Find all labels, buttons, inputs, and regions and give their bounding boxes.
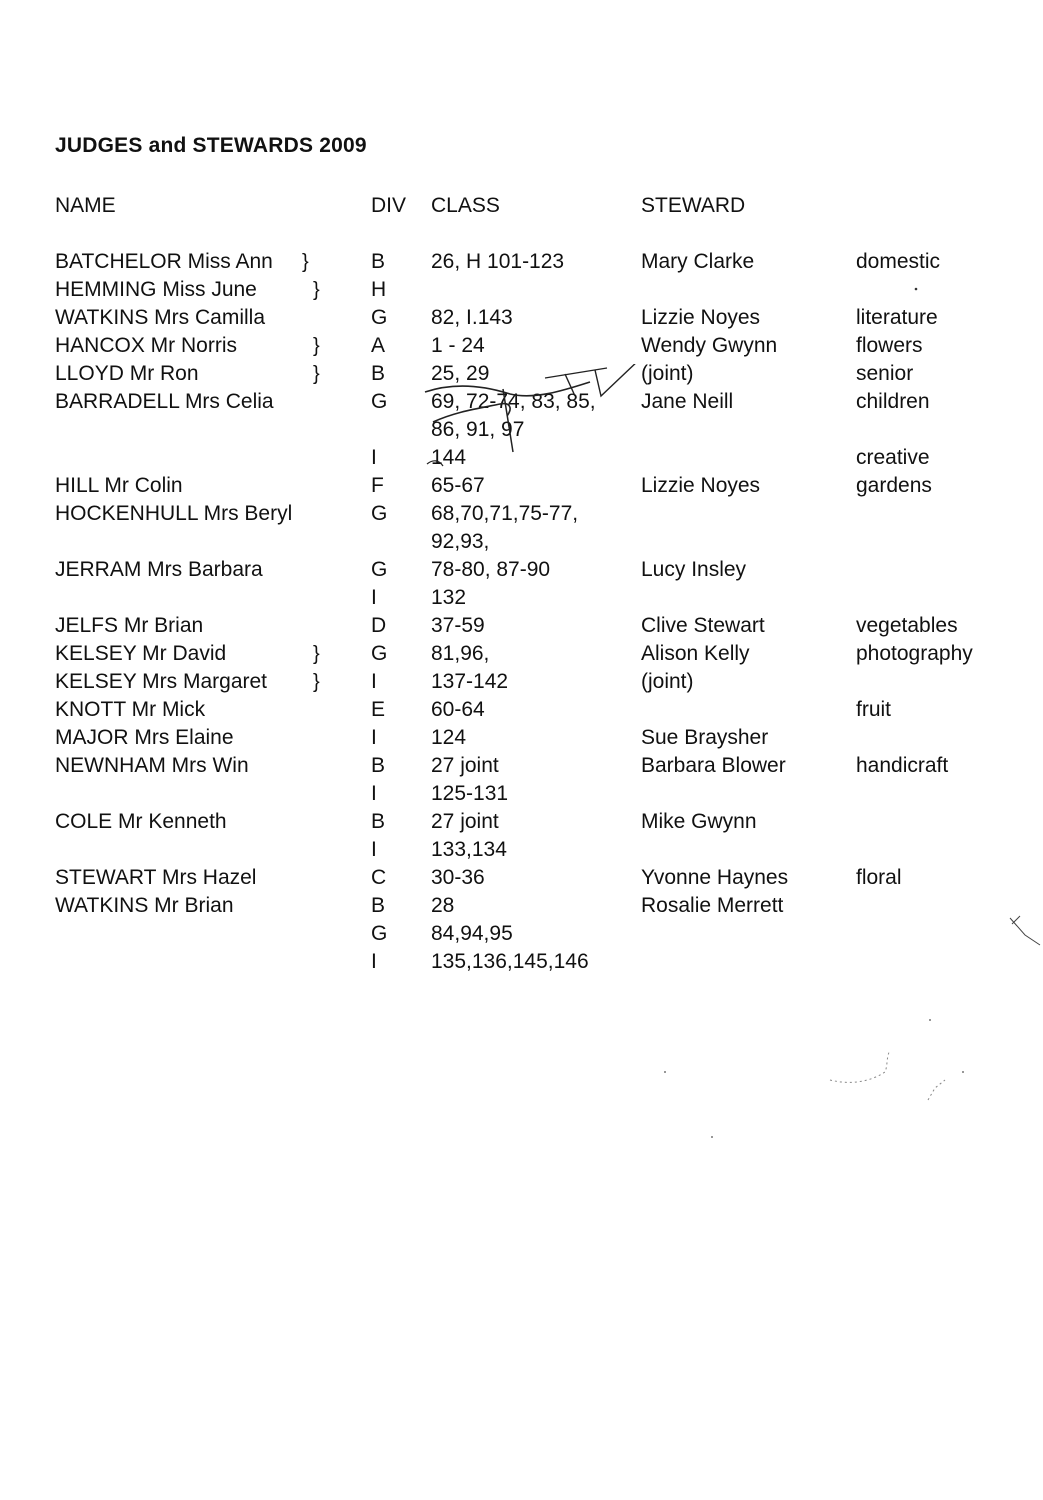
class-numbers: 37-59: [431, 614, 485, 637]
division: D: [371, 614, 387, 637]
table-row: [0, 808, 1043, 836]
judge-name: HANCOX Mr Norris: [55, 334, 237, 357]
header-steward: STEWARD: [641, 194, 746, 217]
division: C: [371, 866, 387, 889]
class-numbers: 133,134: [431, 838, 507, 861]
steward-name: (joint): [641, 362, 694, 385]
header-name: NAME: [55, 194, 116, 217]
header-div: DIV: [371, 194, 407, 217]
judge-name: STEWART Mrs Hazel: [55, 866, 257, 889]
table-row: [0, 528, 1043, 556]
division: E: [371, 698, 386, 721]
class-numbers: 132: [431, 586, 467, 609]
division: B: [371, 754, 386, 777]
division: G: [371, 306, 388, 329]
class-numbers: 26, H 101-123: [431, 250, 565, 273]
steward-name: Wendy Gwynn: [641, 334, 778, 357]
page-title: JUDGES and STEWARDS 2009: [55, 134, 367, 157]
class-numbers: 137-142: [431, 670, 509, 693]
table-row: [0, 500, 1043, 528]
table-row: [0, 444, 1043, 472]
steward-name: Barbara Blower: [641, 754, 786, 777]
class-numbers: 82, I.143: [431, 306, 513, 329]
division: I: [371, 586, 377, 609]
judge-name: HILL Mr Colin: [55, 474, 183, 497]
judge-name: WATKINS Mr Brian: [55, 894, 234, 917]
category: handicraft: [856, 754, 949, 777]
class-numbers: 124: [431, 726, 467, 749]
division: G: [371, 390, 388, 413]
steward-name: Clive Stewart: [641, 614, 765, 637]
class-numbers: 69, 72-74, 83, 85,: [431, 390, 596, 413]
division: G: [371, 502, 388, 525]
steward-name: Mary Clarke: [641, 250, 755, 273]
class-numbers: 27 joint: [431, 754, 499, 777]
judge-name: MAJOR Mrs Elaine: [55, 726, 234, 749]
category: floral: [856, 866, 902, 889]
table-row: [0, 640, 1043, 668]
class-numbers: 81,96,: [431, 642, 490, 665]
class-numbers: 86, 91, 97: [431, 418, 525, 441]
judge-name: JERRAM Mrs Barbara: [55, 558, 263, 581]
division: I: [371, 670, 377, 693]
category: senior: [856, 362, 914, 385]
category: vegetables: [856, 614, 958, 637]
brace-mark: }: [313, 643, 320, 665]
division: B: [371, 894, 386, 917]
table-row: [0, 416, 1043, 444]
judge-name: HOCKENHULL Mrs Beryl: [55, 502, 293, 525]
steward-name: (joint): [641, 670, 694, 693]
division: A: [371, 334, 386, 357]
table-row: [0, 752, 1043, 780]
brace-mark: }: [313, 335, 320, 357]
table-row: [0, 864, 1043, 892]
steward-name: Rosalie Merrett: [641, 894, 784, 917]
header-class: CLASS: [431, 194, 500, 217]
judge-name: KNOTT Mr Mick: [55, 698, 206, 721]
class-numbers: 65-67: [431, 474, 485, 497]
judge-name: NEWNHAM Mrs Win: [55, 754, 249, 777]
category: literature: [856, 306, 938, 329]
table-row: [0, 696, 1043, 724]
division: B: [371, 810, 386, 833]
class-numbers: 28: [431, 894, 455, 917]
judge-name: LLOYD Mr Ron: [55, 362, 199, 385]
division: H: [371, 278, 387, 301]
class-numbers: 144: [431, 446, 467, 469]
table-row: [0, 556, 1043, 584]
division: I: [371, 782, 377, 805]
brace-mark: }: [313, 363, 320, 385]
class-numbers: 92,93,: [431, 530, 490, 553]
class-numbers: 30-36: [431, 866, 485, 889]
judge-name: HEMMING Miss June: [55, 278, 257, 301]
table-row: [0, 892, 1043, 920]
judge-name: BARRADELL Mrs Celia: [55, 390, 274, 413]
judge-name: BATCHELOR Miss Ann: [55, 250, 273, 273]
judge-name: KELSEY Mr David: [55, 642, 227, 665]
brace-mark: }: [302, 251, 309, 273]
brace-mark: }: [313, 279, 320, 301]
judge-name: WATKINS Mrs Camilla: [55, 306, 265, 329]
category: gardens: [856, 474, 932, 497]
category: fruit: [856, 698, 892, 721]
table-row: [0, 248, 1043, 276]
table-row: [0, 584, 1043, 612]
table-row: [0, 836, 1043, 864]
table-row: [0, 780, 1043, 808]
class-numbers: 1 - 24: [431, 334, 485, 357]
steward-name: Alison Kelly: [641, 642, 750, 665]
class-numbers: 125-131: [431, 782, 509, 805]
category: domestic: [856, 250, 941, 273]
class-numbers: 78-80, 87-90: [431, 558, 551, 581]
category: flowers: [856, 334, 923, 357]
steward-name: Sue Braysher: [641, 726, 769, 749]
category: photography: [856, 642, 973, 665]
division: F: [371, 474, 384, 497]
division: I: [371, 838, 377, 861]
steward-name: Jane Neill: [641, 390, 734, 413]
table-row: [0, 304, 1043, 332]
table-row: [0, 332, 1043, 360]
class-numbers: 60-64: [431, 698, 485, 721]
class-numbers: 27 joint: [431, 810, 499, 833]
steward-name: Lucy Insley: [641, 558, 747, 581]
category: creative: [856, 446, 930, 469]
division: G: [371, 558, 388, 581]
table-row: [0, 612, 1043, 640]
table-row: [0, 920, 1043, 948]
judges-table: [0, 248, 1043, 976]
class-numbers: 84,94,95: [431, 922, 513, 945]
class-numbers: 68,70,71,75-77,: [431, 502, 579, 525]
table-row: [0, 388, 1043, 416]
division: B: [371, 362, 386, 385]
table-row: [0, 948, 1043, 976]
division: G: [371, 642, 388, 665]
division: G: [371, 922, 388, 945]
steward-name: Lizzie Noyes: [641, 306, 761, 329]
table-row: [0, 276, 1043, 304]
steward-name: Lizzie Noyes: [641, 474, 761, 497]
steward-name: Yvonne Haynes: [641, 866, 789, 889]
table-row: [0, 472, 1043, 500]
judge-name: JELFS Mr Brian: [55, 614, 204, 637]
division: I: [371, 446, 377, 469]
steward-name: Mike Gwynn: [641, 810, 757, 833]
division: I: [371, 726, 377, 749]
table-row: [0, 724, 1043, 752]
class-numbers: 25, 29: [431, 362, 490, 385]
division: B: [371, 250, 386, 273]
judge-name: KELSEY Mrs Margaret: [55, 670, 268, 693]
class-numbers: 135,136,145,146: [431, 950, 589, 973]
division: I: [371, 950, 377, 973]
table-row: [0, 668, 1043, 696]
brace-mark: }: [313, 671, 320, 693]
judge-name: COLE Mr Kenneth: [55, 810, 227, 833]
category: children: [856, 390, 930, 413]
table-row: [0, 360, 1043, 388]
